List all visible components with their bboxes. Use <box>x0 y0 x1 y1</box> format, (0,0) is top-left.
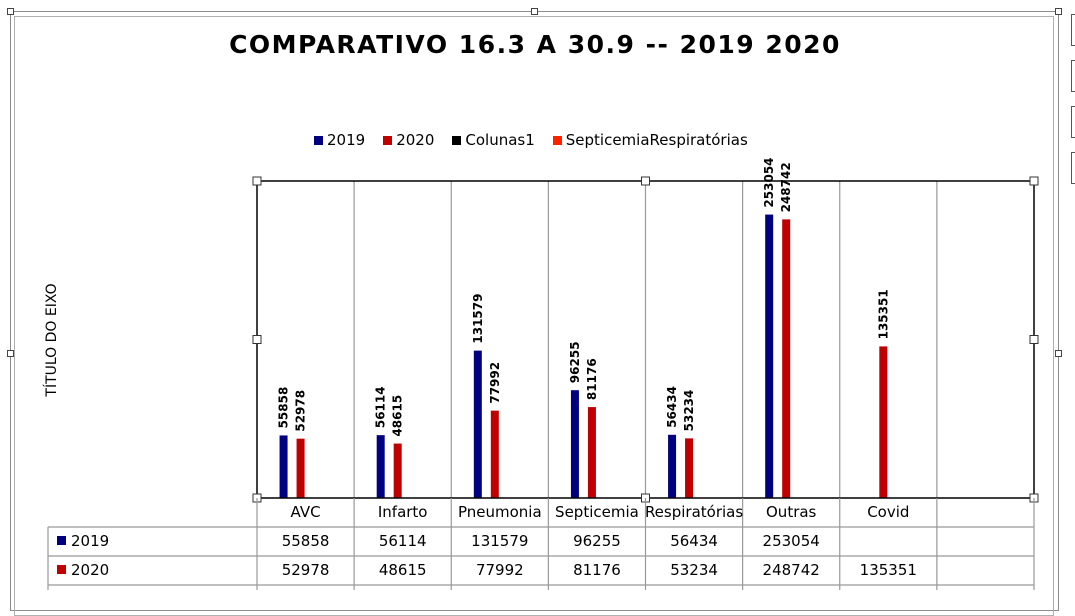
bar-2020-Respiratórias[interactable] <box>685 438 693 498</box>
table-cell: 56114 <box>378 532 427 550</box>
table-legend-key <box>57 565 66 574</box>
bar-2020-Outras[interactable] <box>782 219 790 498</box>
category-label: Covid <box>867 503 910 521</box>
bar-2020-Pneumonia[interactable] <box>491 411 499 498</box>
table-series-label: 2020 <box>71 561 110 579</box>
chart-title[interactable]: COMPARATIVO 16.3 A 30.9 -- 2019 2020 <box>229 30 841 59</box>
category-label: Respiratórias <box>644 503 744 521</box>
bar-2020-AVC[interactable] <box>297 439 305 498</box>
plot-resize-handle[interactable] <box>253 336 261 344</box>
plot-resize-handle[interactable] <box>1030 177 1038 185</box>
data-label: 135351 <box>876 289 891 340</box>
category-label: AVC <box>290 503 321 521</box>
table-legend-key <box>57 536 66 545</box>
data-label: 96255 <box>567 341 582 384</box>
table-cell: 52978 <box>281 561 330 579</box>
data-label: 53234 <box>682 389 697 432</box>
plot-resize-handle[interactable] <box>642 177 650 185</box>
plot-resize-handle[interactable] <box>1030 336 1038 344</box>
y-axis-title[interactable]: TÍTULO DO EIXO <box>44 283 60 397</box>
table-cell: 56434 <box>670 532 718 550</box>
data-label: 253054 <box>762 157 777 208</box>
bar-2019-Pneumonia[interactable] <box>474 351 482 498</box>
legend-label: 2020 <box>396 131 435 149</box>
data-label: 52978 <box>293 389 308 432</box>
plot-resize-handle[interactable] <box>253 177 261 185</box>
bar-2019-Infarto[interactable] <box>377 435 385 498</box>
bar-2019-AVC[interactable] <box>280 435 288 498</box>
legend-label: SepticemiaRespiratórias <box>565 131 748 149</box>
data-label: 77992 <box>487 361 502 404</box>
data-label: 48615 <box>390 394 405 437</box>
table-cell: 248742 <box>762 561 820 579</box>
table-cell: 81176 <box>573 561 621 579</box>
bar-2019-Outras[interactable] <box>765 215 773 498</box>
legend-label: Colunas1 <box>465 131 535 149</box>
category-label: Infarto <box>377 503 428 521</box>
table-series-label: 2019 <box>71 532 110 550</box>
table-cell: 135351 <box>859 561 917 579</box>
data-label: 81176 <box>584 358 599 401</box>
bar-2020-Septicemia[interactable] <box>588 407 596 498</box>
data-label: 55858 <box>276 386 291 429</box>
table-cell: 131579 <box>471 532 529 550</box>
table-cell: 96255 <box>573 532 621 550</box>
table-cell: 48615 <box>378 561 427 579</box>
data-label: 56114 <box>373 386 388 429</box>
data-label: 131579 <box>470 293 485 344</box>
legend-label: 2019 <box>327 131 366 149</box>
category-label: Pneumonia <box>457 503 542 521</box>
bar-2020-Infarto[interactable] <box>394 444 402 498</box>
bar-2019-Respiratórias[interactable] <box>668 435 676 498</box>
bar-2019-Septicemia[interactable] <box>571 390 579 498</box>
data-label: 248742 <box>779 162 794 213</box>
table-cell: 53234 <box>670 561 718 579</box>
data-label: 56434 <box>665 386 680 428</box>
category-label: Outras <box>766 503 817 521</box>
bar-2020-Covid[interactable] <box>879 346 887 498</box>
category-label: Septicemia <box>555 503 639 521</box>
table-cell: 77992 <box>475 561 524 579</box>
table-cell: 253054 <box>762 532 820 550</box>
table-cell: 55858 <box>281 532 330 550</box>
